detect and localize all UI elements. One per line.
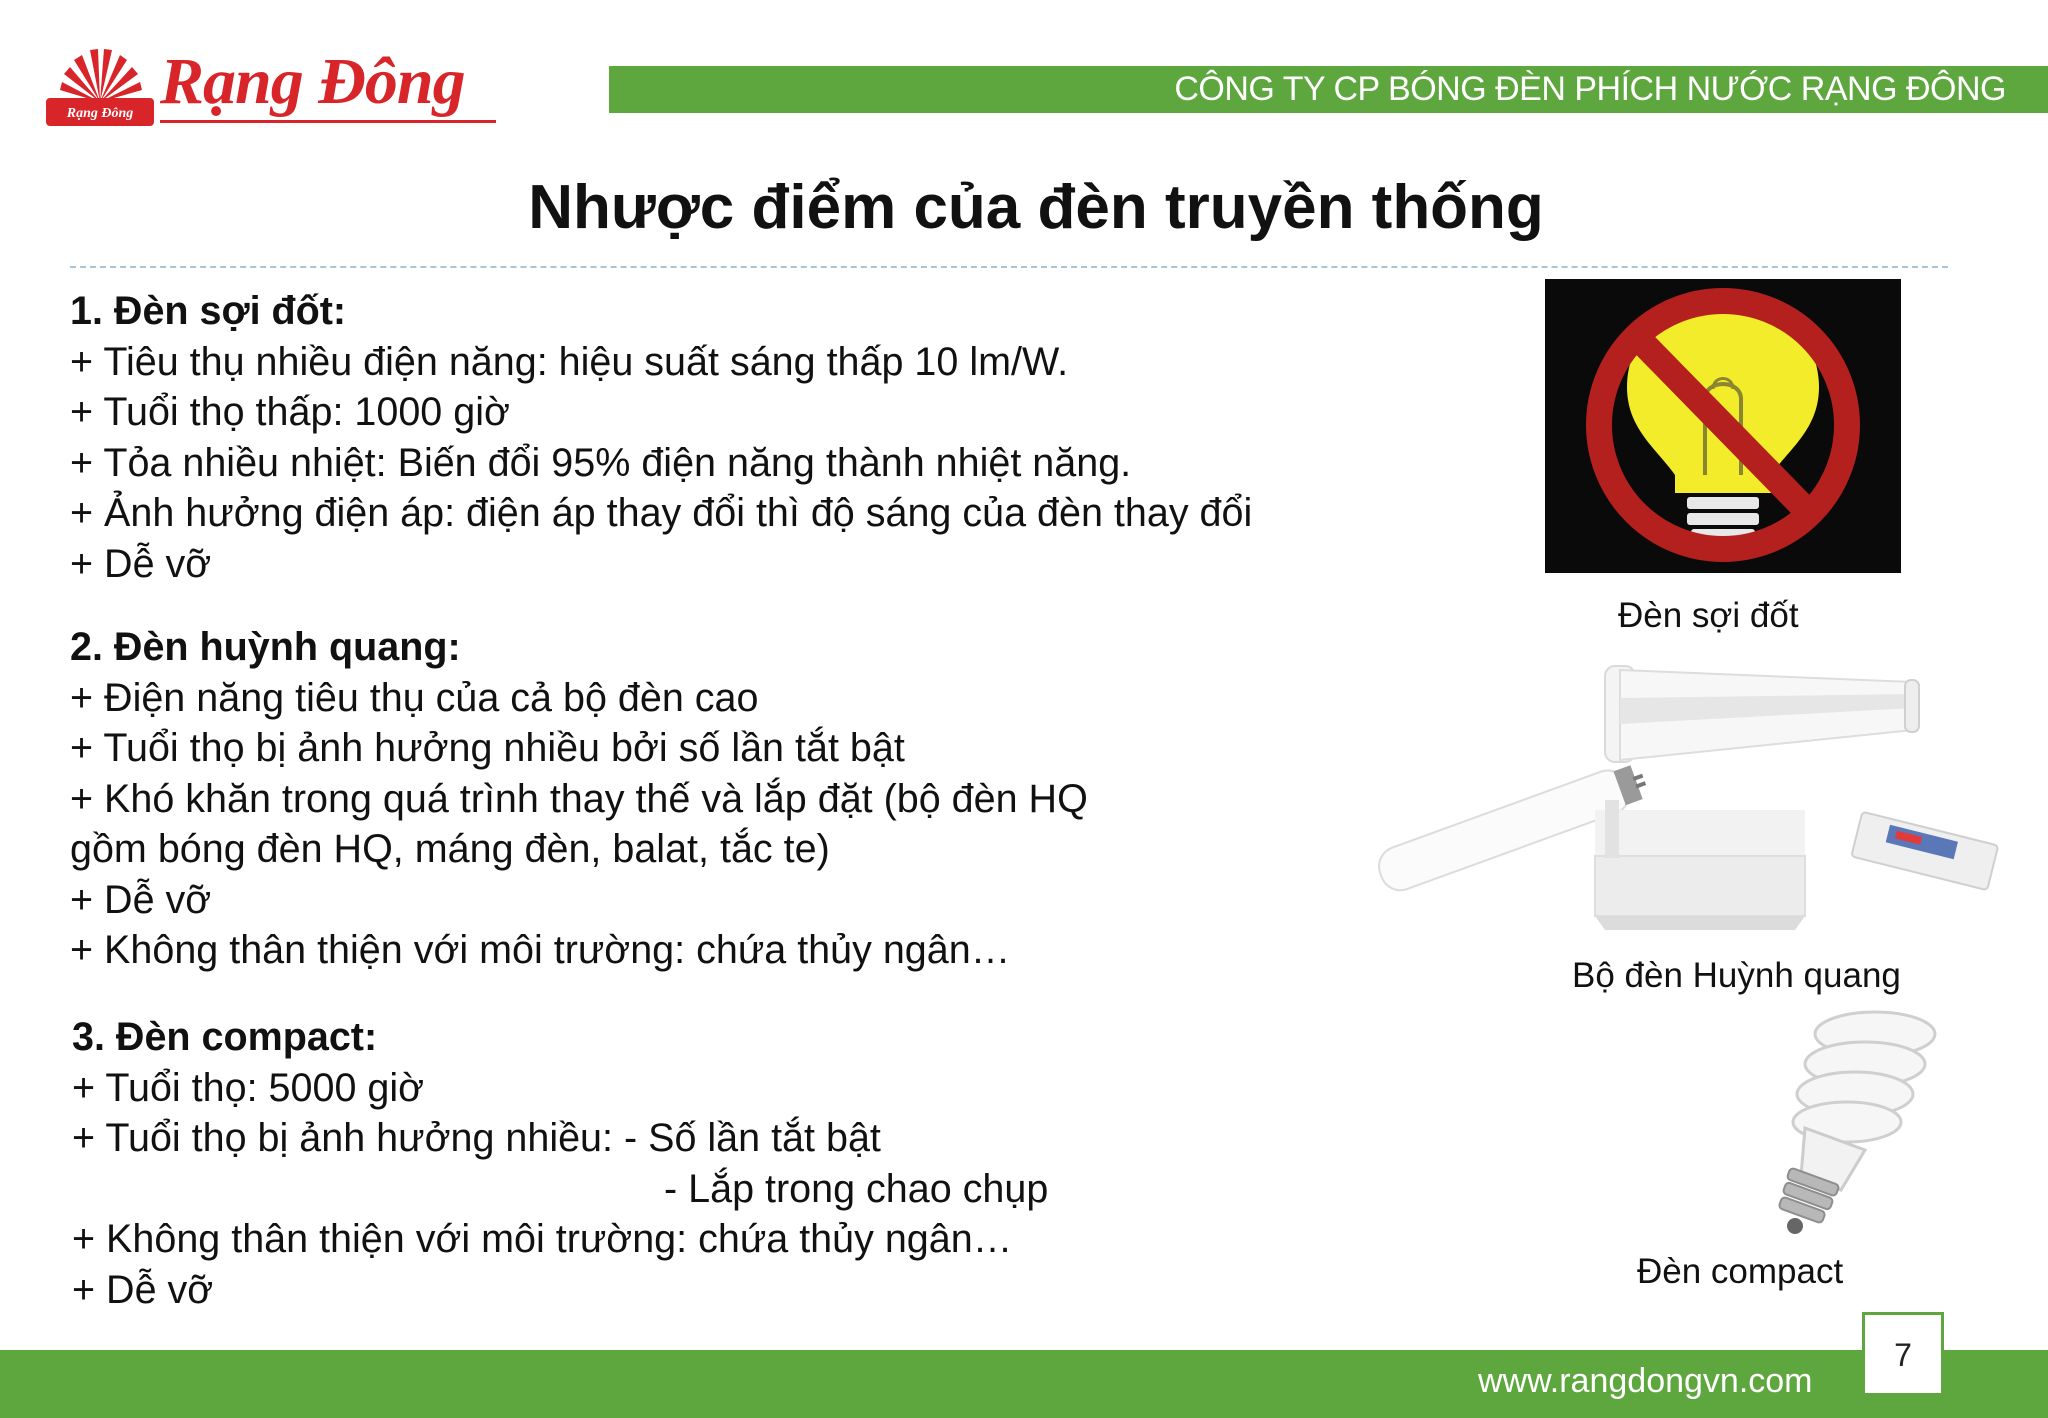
caption-compact: Đèn compact [1637,1252,1844,1291]
bullet-subline: - Lắp trong chao chụp [664,1166,1049,1211]
page-number-box [1862,1312,1944,1396]
bullet-line: + Tỏa nhiều nhiệt: Biến đổi 95% điện năng thành nhiệt năng. [70,440,1132,485]
website-url: www.rangdongvn.com [1478,1362,1813,1400]
bullet-line: + Dễ vỡ [70,877,212,922]
bullet-line: + Ảnh hưởng điện áp: điện áp thay đổi thì độ sáng của đèn thay đổi [70,491,1253,535]
caption-fluorescent: Bộ đèn Huỳnh quang [1572,956,1901,995]
brand-wordmark: Rạng Đông [160,45,465,118]
slide-title-text: Nhược điểm của đèn truyền thống [528,173,1544,242]
header-bar [609,66,2048,113]
bullet-line: + Dễ vỡ [72,1267,214,1312]
bullet-line: + Tuổi thọ bị ảnh hưởng nhiều: - Số lần tắt bật [72,1116,881,1160]
brand-underline [160,120,496,123]
fluorescent-set-image [1365,660,2015,950]
incandescent-bulb-image [1545,279,1901,573]
company-name: CÔNG TY CP BÓNG ĐÈN PHÍCH NƯỚC RẠNG ĐÔNG [1174,70,2006,108]
bullet-line: gồm bóng đèn HQ, máng đèn, balat, tắc te) [70,827,830,871]
section-heading: 2. Đèn huỳnh quang: [70,625,461,669]
title-divider [70,266,1948,268]
no-bulb-icon [1545,279,1901,573]
cfl-spiral-icon [1745,1000,1955,1240]
company-logo [40,38,500,138]
section-heading: 1. Đèn sợi đốt: [70,289,347,333]
bullet-line: + Tuổi thọ thấp: 1000 giờ [70,390,510,434]
section-compact [72,1012,1362,1315]
page-number: 7 [1894,1337,1912,1373]
logo-small-text: Rạng Đông [66,106,134,121]
fluorescent-fixture-icon [1365,660,2015,950]
bullet-line: + Tiêu thụ nhiều điện năng: hiệu suất sáng thấp 10 lm/W. [70,339,1069,384]
bullet-line: + Dễ vỡ [70,541,212,586]
bullet-line: + Tuổi thọ: 5000 giờ [72,1065,425,1110]
bullet-line: + Tuổi thọ bị ảnh hưởng nhiều bởi số lần tắt bật [70,726,905,770]
bullet-line: + Khó khăn trong quá trình thay thế và lắp đặt (bộ đèn HQ [70,776,1088,821]
footer-bar [0,1350,2048,1418]
compact-lamp-image [1745,1000,1955,1240]
section-incandescent [70,286,1360,589]
section-fluorescent [70,622,1360,976]
sunrise-logo-icon [40,38,160,138]
bullet-line: + Không thân thiện với môi trường: chứa thủy ngân… [72,1217,1013,1261]
caption-incandescent: Đèn sợi đốt [1618,596,1799,635]
slide-title [0,172,2048,243]
bullet-line: + Không thân thiện với môi trường: chứa thủy ngân… [70,928,1011,972]
bullet-line: + Điện năng tiêu thụ của cả bộ đèn cao [70,675,759,720]
section-heading: 3. Đèn compact: [72,1015,378,1059]
